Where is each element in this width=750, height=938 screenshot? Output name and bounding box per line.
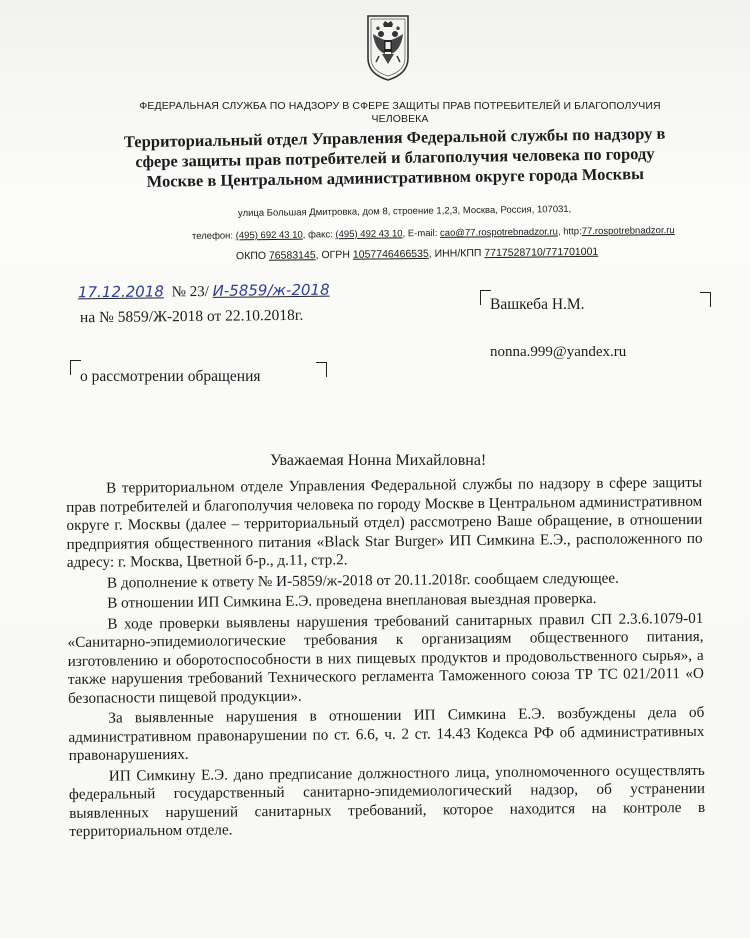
fax-number: (495) 492 43 10 (335, 228, 403, 241)
agency-email-link[interactable]: cao@77.rospotrebnadzor.ru (439, 226, 558, 239)
email-label: , E-mail: (402, 227, 438, 240)
address-line: улица Большая Дмитровка, дом 8, строение 1,2,3, Москва, Россия, 107031, (237, 203, 572, 220)
agency-website-link[interactable]: 77.rospotrebnadzor.ru (581, 225, 675, 238)
body-paragraph-5: За выявленные нарушения в отношении ИП Симкина Е.Э. возбуждены дела об административном правонарушении по ст. 6.6, ч. 2 ст. 14.43 Кодекса РФ об административных правонарушениях. (68, 703, 705, 764)
subject-line: о рассмотрении обращения (80, 368, 261, 385)
phone-number: (495) 692 43 10 (235, 229, 303, 242)
registry-codes (236, 246, 598, 262)
inn-value: 7717528710/771701001 (484, 245, 599, 260)
recipient-email: nonna.999@yandex.ru (490, 344, 627, 360)
agency-name: ФЕДЕРАЛЬНАЯ СЛУЖБА ПО НАДЗОРУ В СФЕРЕ ЗАЩИТЫ ПРАВ ПОТРЕБИТЕЛЕЙ И БЛАГОПОЛУЧИЯ ЧЕЛОВЕКА (139, 100, 661, 125)
coat-of-arms-icon (365, 12, 411, 82)
body-paragraph-1: В территориальном отделе Управления Федеральной службы по надзору в сфере защиты прав потребителей и благополучия человека по городу Москве в Центральном административном округе г. Москвы (далее – территориальный отдел) рассмотрено Ваше обращение, в отношении предприятия общественного питания «Black Star Burger» ИП Симкина Е.Э., расположенного по адресу: г. Москва, Цветной б-р., д.11, стр.2. (66, 473, 703, 571)
body-paragraph-6: ИП Симкину Е.Э. дано предписание должностного лица, уполномоченного осуществлять федеральный государственный санитарно-эпидемиологический надзор, об устранении выявленных нарушений санитарных требований, которое находится на контроле в территориальном отделе. (68, 761, 706, 840)
web-label: , http: (557, 226, 582, 238)
contacts-line (192, 225, 675, 242)
letter-body (66, 474, 705, 844)
registration-line (78, 281, 330, 303)
department-title: Территориальный отдел Управления Федеральной службы по надзору в сфере защиты прав потребителей и благополучия человека по городу Москве в Центральном административном округе города Москвы (123, 123, 666, 191)
fax-label: , факс: (302, 229, 333, 241)
handwritten-date: 17.12.2018 (77, 282, 164, 302)
handwritten-number: И-5859/ж-2018 (212, 280, 330, 300)
recipient-corner-right (700, 292, 711, 307)
okpo-label: ОКПО (235, 249, 267, 263)
body-paragraph-2: В дополнение к ответу № И-5859/ж-2018 от 20.11.2018г. сообщаем следующее. (106, 569, 619, 592)
ogrn-value: 1057746466535 (352, 247, 429, 261)
registration-prefix: № 23/ (171, 283, 209, 301)
phone-label: телефон: (191, 230, 234, 242)
reference-line: на № 5859/Ж-2018 от 22.10.2018г. (79, 306, 304, 327)
okpo-value: 76583145 (268, 249, 316, 262)
salutation: Уважаемая Нонна Михайловна! (270, 452, 487, 469)
subject-corner-right (316, 362, 327, 377)
recipient-name: Вашкеба Н.М. (490, 296, 585, 313)
ogrn-label: , ОГРН (315, 248, 351, 262)
body-paragraph-4: В ходе проверки выявлены нарушения требований санитарных правил СП 2.3.6.1079-01 «Санитарно-эпидемиологические требования к организациям общественного питания, изготовлению и оборотоспособности в них пищевых продуктов и продовольственного сырья», а также нарушения требований Технического регламента Таможенного союза ТР ТС 021/2011 «О безопасности пищевой продукции». (67, 609, 704, 707)
inn-label: , ИНН/КПП (428, 247, 482, 260)
body-paragraph-3: В отношении ИП Симкина Е.Э. проведена внеплановая выездная проверка. (107, 589, 597, 612)
